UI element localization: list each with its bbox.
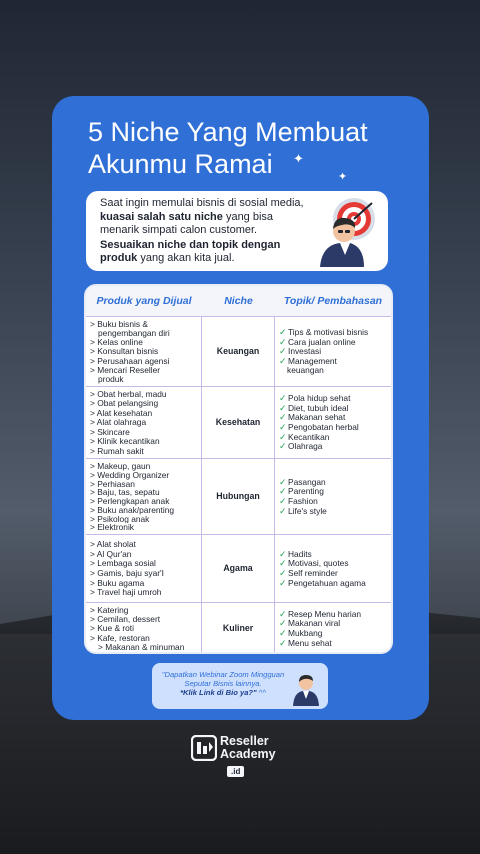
sparkle-icon: ✦ <box>293 151 304 166</box>
table-row <box>86 534 391 602</box>
product-item: > Rumah sakit <box>90 446 144 456</box>
header-topics: Topik/ Pembahasan <box>283 294 383 307</box>
check-icon: ✓ <box>279 569 287 578</box>
check-icon: ✓ <box>279 442 287 452</box>
topic-item: ✓Pengetahuan agama <box>279 578 366 588</box>
product-item: > Makeup, gaun <box>90 462 151 471</box>
businessman-target-illustration <box>314 195 380 267</box>
topics-cell <box>275 603 391 654</box>
topic-item: ✓Menu sehat <box>279 638 332 648</box>
product-item: > Katering <box>90 606 129 615</box>
niche-table <box>84 284 393 654</box>
topics-cell <box>275 459 391 534</box>
product-item: > Psikolog anak <box>90 514 150 524</box>
check-icon: ✓ <box>279 347 287 357</box>
check-icon: ✓ <box>279 328 287 338</box>
table-row <box>86 602 391 654</box>
table-row <box>86 316 391 386</box>
product-item: > Elektronik <box>90 523 134 532</box>
product-item: > Cemilan, dessert <box>90 615 161 625</box>
table-row <box>86 458 391 534</box>
products-cell <box>86 459 202 534</box>
check-icon: ✓ <box>279 619 287 629</box>
topic-item: ✓Pola hidup sehat <box>279 394 351 404</box>
check-icon: ✓ <box>279 394 287 404</box>
topic-item: ✓Diet, tubuh ideal <box>279 403 349 413</box>
products-cell <box>86 317 202 386</box>
niche-cell: Keuangan <box>202 317 275 386</box>
product-item: > Perusahaan agensi <box>90 356 170 366</box>
topics-cell <box>275 317 391 386</box>
check-icon: ✓ <box>279 638 287 648</box>
product-item: > Perlengkapan anak <box>90 497 170 506</box>
topic-item: ✓Makanan viral <box>279 619 341 629</box>
topic-item: ✓Self reminder <box>279 569 338 578</box>
products-cell <box>86 603 202 654</box>
topics-cell <box>275 535 391 602</box>
check-icon: ✓ <box>279 497 287 506</box>
callout-line-1: "Dapatkan Webinar Zoom Mingguan <box>161 670 285 679</box>
intro-paragraph-2: Sesuaikan niche dan topik dengan produk yang akan kita jual. <box>100 238 281 264</box>
product-item: > Makanan & minuman <box>98 642 185 652</box>
intro-paragraph-1: Saat ingin memulai bisnis di sosial media, kuasai salah satu niche yang bisa menarik simpati calon customer. <box>100 197 304 236</box>
product-item: > Baju, tas, sepatu <box>90 488 160 497</box>
title-line-2: Akunmu Ramai <box>88 149 273 179</box>
product-item: > Gamis, baju syar'I <box>90 569 164 578</box>
topic-item: ✓Pengobatan herbal <box>279 423 359 432</box>
topic-item: ✓Fashion <box>279 497 318 506</box>
topic-item: ✓Resep Menu harian <box>279 609 362 619</box>
product-item: > Alat kesehatan <box>90 408 153 418</box>
table-row <box>86 386 391 458</box>
topic-item: ✓Olahraga <box>279 442 323 452</box>
page-title <box>88 116 408 180</box>
product-item: > Mencari Reseller <box>90 365 161 375</box>
header-products: Produk yang Dijual <box>96 294 192 307</box>
table-header <box>86 286 391 316</box>
product-item: > Obat herbal, madu <box>90 390 167 400</box>
topic-item: ✓Mukbang <box>279 629 323 638</box>
academy-logo-icon <box>191 735 217 761</box>
check-icon: ✓ <box>279 506 287 516</box>
product-item: > Alat olahraga <box>90 418 147 428</box>
product-item: > Klinik kecantikan <box>90 437 160 447</box>
check-icon: ✓ <box>279 487 287 497</box>
topic-item: ✓Life's style <box>279 506 327 516</box>
sparkle-icon: ✦ <box>338 171 348 183</box>
product-item: pengembangan diri <box>98 329 170 339</box>
niche-cell: Kuliner <box>202 603 275 654</box>
topic-item: keuangan <box>287 366 324 376</box>
check-icon: ✓ <box>279 578 287 588</box>
check-icon: ✓ <box>279 337 287 347</box>
check-icon: ✓ <box>279 413 287 423</box>
topic-item: ✓Parenting <box>279 487 324 497</box>
check-icon: ✓ <box>279 559 287 569</box>
callout-line-3: *Klik Link di Bio ya?" ^^ <box>180 688 266 697</box>
check-icon: ✓ <box>279 356 287 366</box>
webinar-callout[interactable] <box>152 663 328 709</box>
niche-cell: Agama <box>202 535 275 602</box>
topic-item: ✓Cara jualan online <box>279 337 356 347</box>
brand-logo <box>191 735 301 779</box>
products-cell <box>86 535 202 602</box>
product-item: > Kue & roti <box>90 624 134 634</box>
product-item: > Lembaga sosial <box>90 559 156 569</box>
product-item: > Buku anak/parenting <box>90 505 175 515</box>
check-icon: ✓ <box>279 549 287 559</box>
intro-box <box>86 191 388 271</box>
topic-item: ✓Motivasi, quotes <box>279 559 349 569</box>
niche-cell: Kesehatan <box>202 387 275 458</box>
check-icon: ✓ <box>279 432 287 442</box>
check-icon: ✓ <box>279 477 287 487</box>
header-niche: Niche <box>224 294 253 307</box>
product-item: > Perhiasan <box>90 479 135 489</box>
product-item: > Buku bisnis & <box>90 320 148 329</box>
topic-item: ✓Kecantikan <box>279 432 330 442</box>
topics-cell <box>275 387 391 458</box>
topic-item: ✓Tips & motivasi bisnis <box>279 328 369 338</box>
product-item: > Buku agama <box>90 578 145 588</box>
topic-item: ✓Pasangan <box>279 477 326 487</box>
topic-item: ✓Investasi <box>279 347 322 357</box>
infographic-card <box>52 96 429 720</box>
brand-suffix: .id <box>227 766 244 777</box>
product-item: > Kafe, restoran <box>90 633 150 643</box>
niche-cell: Hubungan <box>202 459 275 534</box>
product-item: > Travel haji umroh <box>90 588 162 598</box>
product-item: > Konsultan bisnis <box>90 347 159 357</box>
check-icon: ✓ <box>279 629 287 638</box>
product-item: > Skincare <box>90 427 130 437</box>
check-icon: ✓ <box>279 403 287 413</box>
product-item: produk <box>98 374 124 384</box>
topic-item: ✓Hadits <box>279 549 312 559</box>
brand-name: Reseller Academy <box>220 734 276 761</box>
topic-item: ✓Makanan sehat <box>279 413 346 423</box>
products-cell <box>86 387 202 458</box>
presenter-illustration <box>290 666 322 706</box>
topic-item: ✓Management <box>279 356 337 366</box>
product-item: > Obat pelangsing <box>90 399 159 409</box>
product-item: > Alat sholat <box>90 540 136 550</box>
product-item: > Kelas online <box>90 338 143 348</box>
check-icon: ✓ <box>279 423 287 432</box>
callout-line-2: Seputar Bisnis lainnya. <box>184 679 262 688</box>
check-icon: ✓ <box>279 609 287 619</box>
title-line-1: 5 Niche Yang Membuat <box>88 117 368 147</box>
product-item: > Al Qur'an <box>90 549 132 559</box>
product-item: > Wedding Organizer <box>90 470 170 480</box>
